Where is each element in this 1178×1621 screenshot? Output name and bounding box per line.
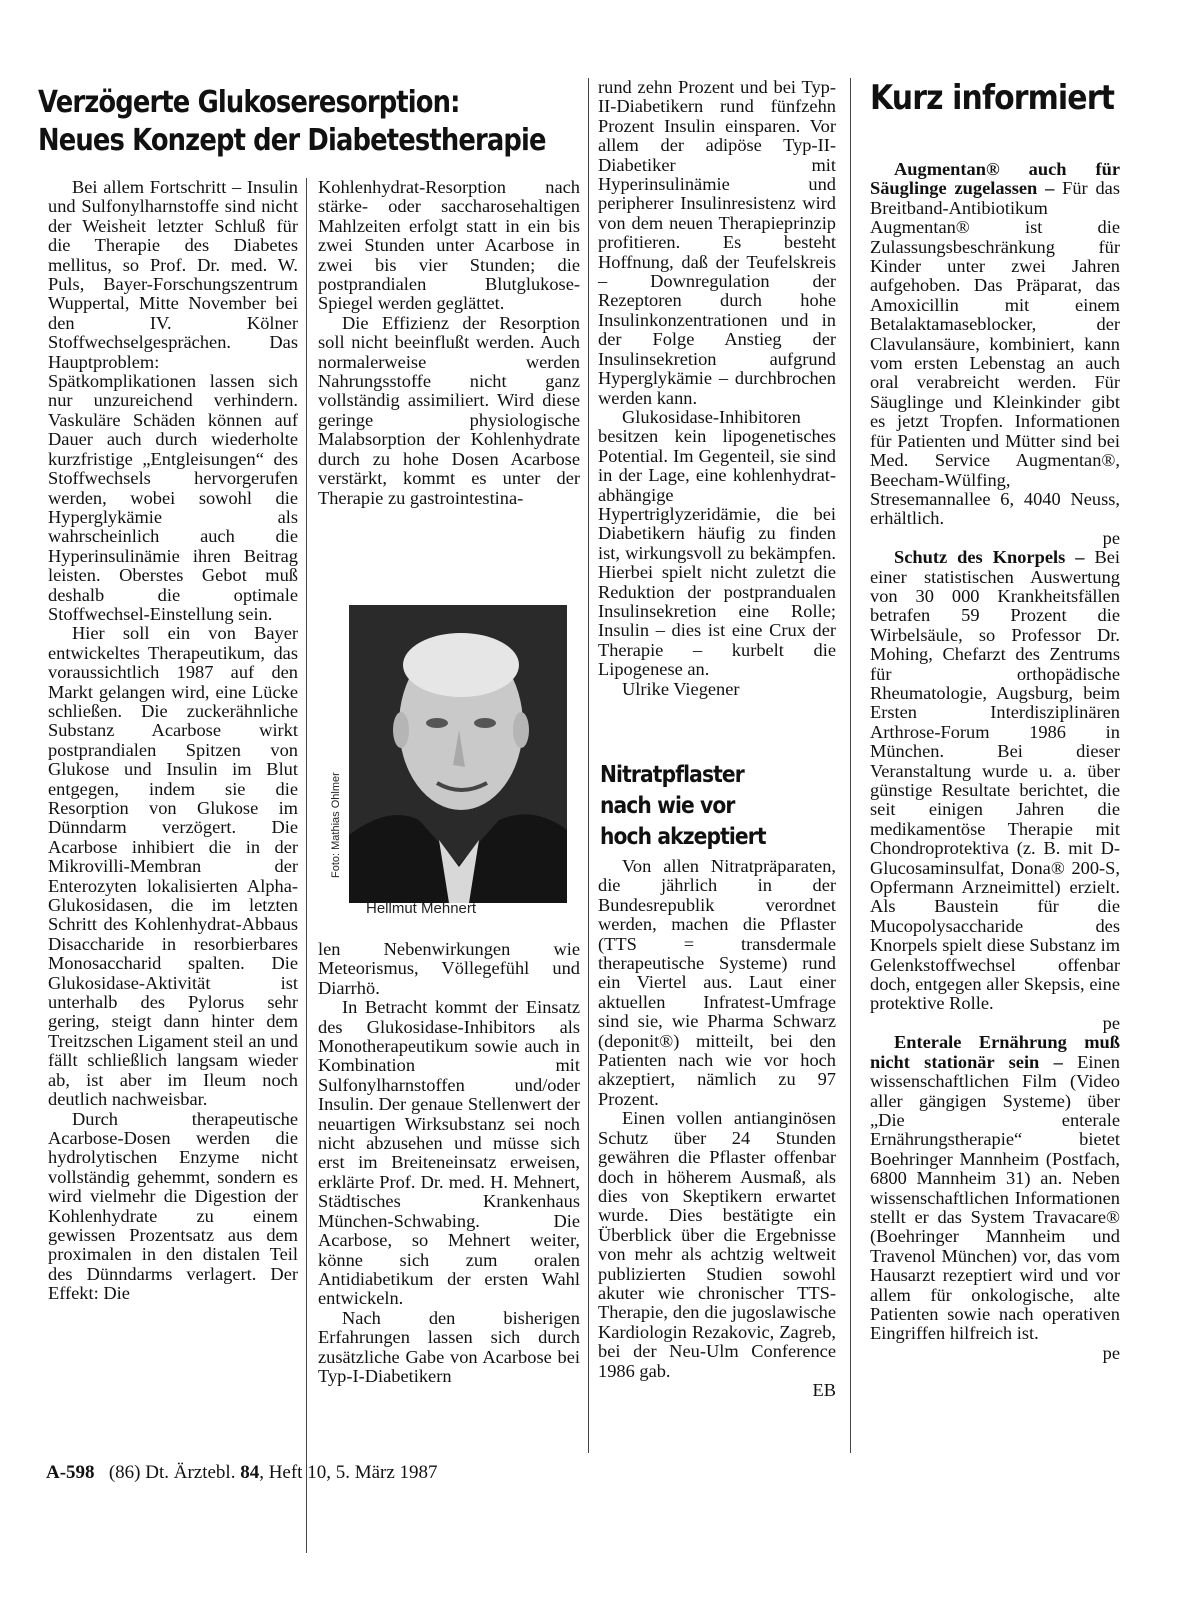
page-number: A-598 [46,1462,95,1483]
headline-line-1: Verzögerte Glukoseresorption: [38,85,460,120]
portrait-photo [349,605,567,903]
paragraph: Einen vollen antianginösen Schutz über 24 Stunden gewähren die Pflaster offenbar doch in höherem Ausmaß, als dies von Skeptikern erwartet wurde. Dies bestätigte ein Überblick über die Ergebnisse von mehr als achtzig weltweit publizierten Studien sowohl akuter wie chronischer TTS-Therapie, den die jugoslawische Kardiologin Rezakovic, Zagreb, bei der Neu-Ulm Conference 1986 gab. [598,1108,836,1381]
paragraph: In Betracht kommt der Einsatz des Glukosidase-Inhibitors als Monotherapeutikum sowie auch in Kombination mit Sulfonylharnstoffen und/oder Insulin. Der genaue Stellenwert der neuartigen Wirksubstanz sei noch nicht abzusehen und müsse sich erst im Breiteneinsatz erweisen, erklärte Prof. Dr. med. H. Mehnert, Städtisches Krankenhaus München-Schwabing. Die Acarbose, so Mehnert weiter, könne sich zum oralen Antidiabetikum der ersten Wahl entwickeln. [318,997,580,1309]
nitrat-article [598,857,836,1400]
journal-issue: , Heft 10, 5. März 1987 [259,1462,438,1483]
journal-name: (86) Dt. Ärztebl. [108,1462,236,1483]
headline-line-2: Neues Konzept der Diabetestherapie [38,123,546,158]
article-column-2-top [318,178,580,508]
column-rule-1 [306,178,307,1553]
article-column-2-bottom [318,940,580,1386]
journal-volume: 84 [240,1462,260,1483]
kurz-informiert-title: Kurz informiert [870,78,1115,118]
news-item-text: Bei einer statistischen Auswertung von 30 000 Krankheitsfällen betrafen 59 Prozent die Wirbelsäule, so Professor Dr. Mohing, Chefarzt des Zentrums für orthopädische Rheumatologie, Augsburg, beim Ersten Interdisziplinären Arthrose-Forum 1986 in München. Bei dieser Veranstaltung wurde u. a. über günstige Resultate berichtet, die seit einigen Jahren die medikamentöse Therapie mit Chondroprotektiva (z. B. mit D-Glucosaminsulfat, Dona® 200-S, Opfermann Arzneimittel) erzielt. Als Baustein für die Mucopolysaccharide des Knorpels spielt diese Substanz im Gelenkstoffwechsel offenbar doch, entgegen aller Skepsis, eine protektive Rolle. [870,547,1120,1014]
news-item [870,1033,1120,1344]
news-item-lead: Schutz des Knorpels – [894,547,1085,568]
paragraph: Bei allem Fortschritt – Insulin und Sulfonylharnstoffe sind nicht der Weisheit letzter Schluß für die Therapie des Diabetes mellitus, so Prof. Dr. med. W. Puls, Bayer-Forschungszentrum Wuppertal, Mitte November bei den IV. Kölner Stoffwechselgesprächen. Das Hauptproblem: Spätkomplikationen lassen sich nur unzureichend verhindern. Vaskuläre Schäden können auf Dauer auch durch wiederholte kurzfristige „Entgleisungen“ des Stoffwechsels hervorgerufen werden, wobei sowohl die Hyperglykämie als wahrscheinlich auch die Hyperinsulinämie ihren Beitrag leisten. Oberstes Gebot muß deshalb die optimale Stoffwechsel-Einstellung sein. [48,177,298,624]
author-initials: pe [1102,1342,1120,1363]
kurz-informiert-column [870,160,1120,1363]
news-item [870,548,1120,1014]
news-item-lead: Enterale Ernährung muß nicht stationär sein – [870,1032,1120,1072]
paragraph: Die Effizienz der Resorption soll nicht beeinflußt werden. Auch normalerweise werden Nahrungsstoffe nicht ganz vollständig assimiliert. Wird diese geringe physiologische Malabsorption der Kohlenhydrate durch zu hohe Dosen Acarbose verstärkt, kommt es unter der Therapie zu gastrointestina- [318,312,580,508]
news-item [870,160,1120,529]
paragraph: Nach den bisherigen Erfahrungen lassen sich durch zusätzliche Gabe von Acarbose bei Typ-I-Diabetikern [318,1307,580,1386]
paragraph: Von allen Nitratpräparaten, die jährlich in der Bundesrepublik verordnet werden, machen die Pflaster (TTS = transdermale therapeutische Systeme) rund ein Viertel aus. Laut einer aktuellen Infratest-Umfrage sind sie, wie Pharma Schwarz (deponit®) mitteilt, bei den Patienten nach wie vor hoch akzeptiert, nämlich zu 97 Prozent. [598,856,836,1109]
nitrat-headline-line-1: Nitratpflaster [600,762,744,788]
paragraph: rund zehn Prozent und bei Typ-II-Diabetikern rund fünfzehn Prozent Insulin einsparen. Vor allem der adipöse Typ-II-Diabetiker mit Hyperinsulinämie und peripherer Insulinresistenz wird von dem neuen Therapieprinzip profitieren. Es besteht Hoffnung, daß der Teufelskreis – Downregulation der Rezeptoren durch hohe Insulinkonzentrationen und in der Folge Anstieg der Insulinsekretion aufgrund Hyperglykämie – durchbrochen werden kann. [598,77,836,408]
author-name: Ulrike Viegener [622,678,740,699]
nitrat-headline-line-2: nach wie vor [600,793,735,819]
page-footer [46,1462,438,1484]
article-column-1 [48,178,298,1304]
nitrat-headline-line-3: hoch akzeptiert [600,824,766,850]
news-item-text: Einen wissenschaftlichen Film (Video aller gängigen Systeme) über „Die enterale Ernährungstherapie“ bietet Boehringer Mannheim (Postfach, 6800 Mannheim 31) an. Neben wissenschaftlichen Informationen stellt er das System Travacare® (Boehringer Mannheim und Travenol München) vor, das vom Hausarzt rezeptiert wird und vor allem für onkologische, alte Patienten sowie nach operativen Eingriffen hilfreich ist. [870,1051,1120,1344]
author-initials: pe [1102,527,1120,548]
author-initials: EB [812,1379,836,1400]
paragraph: Kohlenhydrat-Resorption nach stärke- oder saccharosehaltigen Mahlzeiten erfolgt statt in ein bis zwei Stunden unter Acarbose in zwei bis vier Stunden; die postprandialen Blutglukose-Spiegel werden geglättet. [318,177,580,314]
nitrat-headline [600,760,766,853]
paragraph: len Nebenwirkungen wie Meteorismus, Völlegefühl und Diarrhö. [318,939,580,998]
photo-caption: Hellmut Mehnert [366,900,477,917]
article-column-3 [598,78,836,699]
article-headline [38,84,546,160]
photo-credit: Foto: Mathias Ohlmer [330,772,342,878]
news-item-text: Für das Breitband-Antibiotikum Augmentan® ist die Zulassungsbeschränkung für Kinder unter zwei Jahren aufgehoben. Das Präparat, das Amoxicillin mit einem Betalaktamaseblocker, der Clavulansäure, kombiniert, kann vom ersten Lebenstag an auch oral verabreicht werden. Für Säuglinge und Kleinkinder gibt es jetzt Tropfen. Informationen für Patienten und Mütter sind bei Med. Service Augmentan®, Beecham-Wülfing, Stresemannallee 6, 4040 Neuss, erhältlich. [870,178,1120,529]
author-initials: pe [1102,1012,1120,1033]
paragraph: Hier soll ein von Bayer entwickeltes Therapeutikum, das voraussichtlich 1987 auf den Markt gelangen wird, eine Lücke schließen. Die zuckerähnliche Substanz Acarbose wirkt postprandialen Spitzen von Glukose und Insulin im Blut entgegen, indem sie die Resorption von Glukose im Dünndarm verzögert. Die Acarbose inhibiert die in der Mikrovilli-Membran der Enterozyten lokalisierten Alpha-Glukosidasen, die im letzten Schritt des Kohlenhydrat-Abbaus Disaccharide in resorbierbares Monosaccharid spalten. Die Glukosidase-Aktivität ist unterhalb des Pylorus sehr gering, steigt dann hinter dem Treitzschen Ligament steil an und fällt schließlich langsam wieder ab, ist aber im Ileum noch deutlich nachweisbar. [48,623,298,1110]
paragraph: Glukosidase-Inhibitoren besitzen kein lipogenetisches Potential. Im Gegenteil, sie sind in der Lage, eine kohlenhydrat-abhängige Hypertriglyzeridämie, die bei Diabetikern häufig zu finden ist, wirkungsvoll zu bekämpfen. Hierbei spielt nicht zuletzt die Reduktion der postprandualen Insulinsekretion eine Rolle; Insulin – dies ist eine Crux der Therapie – kurbelt die Lipogenese an. [598,406,836,680]
news-item-lead: Augmentan® auch für Säuglinge zugelassen – [870,159,1120,199]
portrait-image [349,605,567,903]
paragraph: Durch therapeutische Acarbose-Dosen werden die hydrolytischen Enzyme nicht vollständig gehemmt, sondern es wird vielmehr die Digestion der Kohlenhydrate zu einem gewissen Prozentsatz aus dem proximalen in den distalen Teil des Dünndarms verlagert. Der Effekt: Die [48,1108,298,1304]
column-rule-3 [850,78,851,1453]
column-rule-2 [588,78,589,1453]
